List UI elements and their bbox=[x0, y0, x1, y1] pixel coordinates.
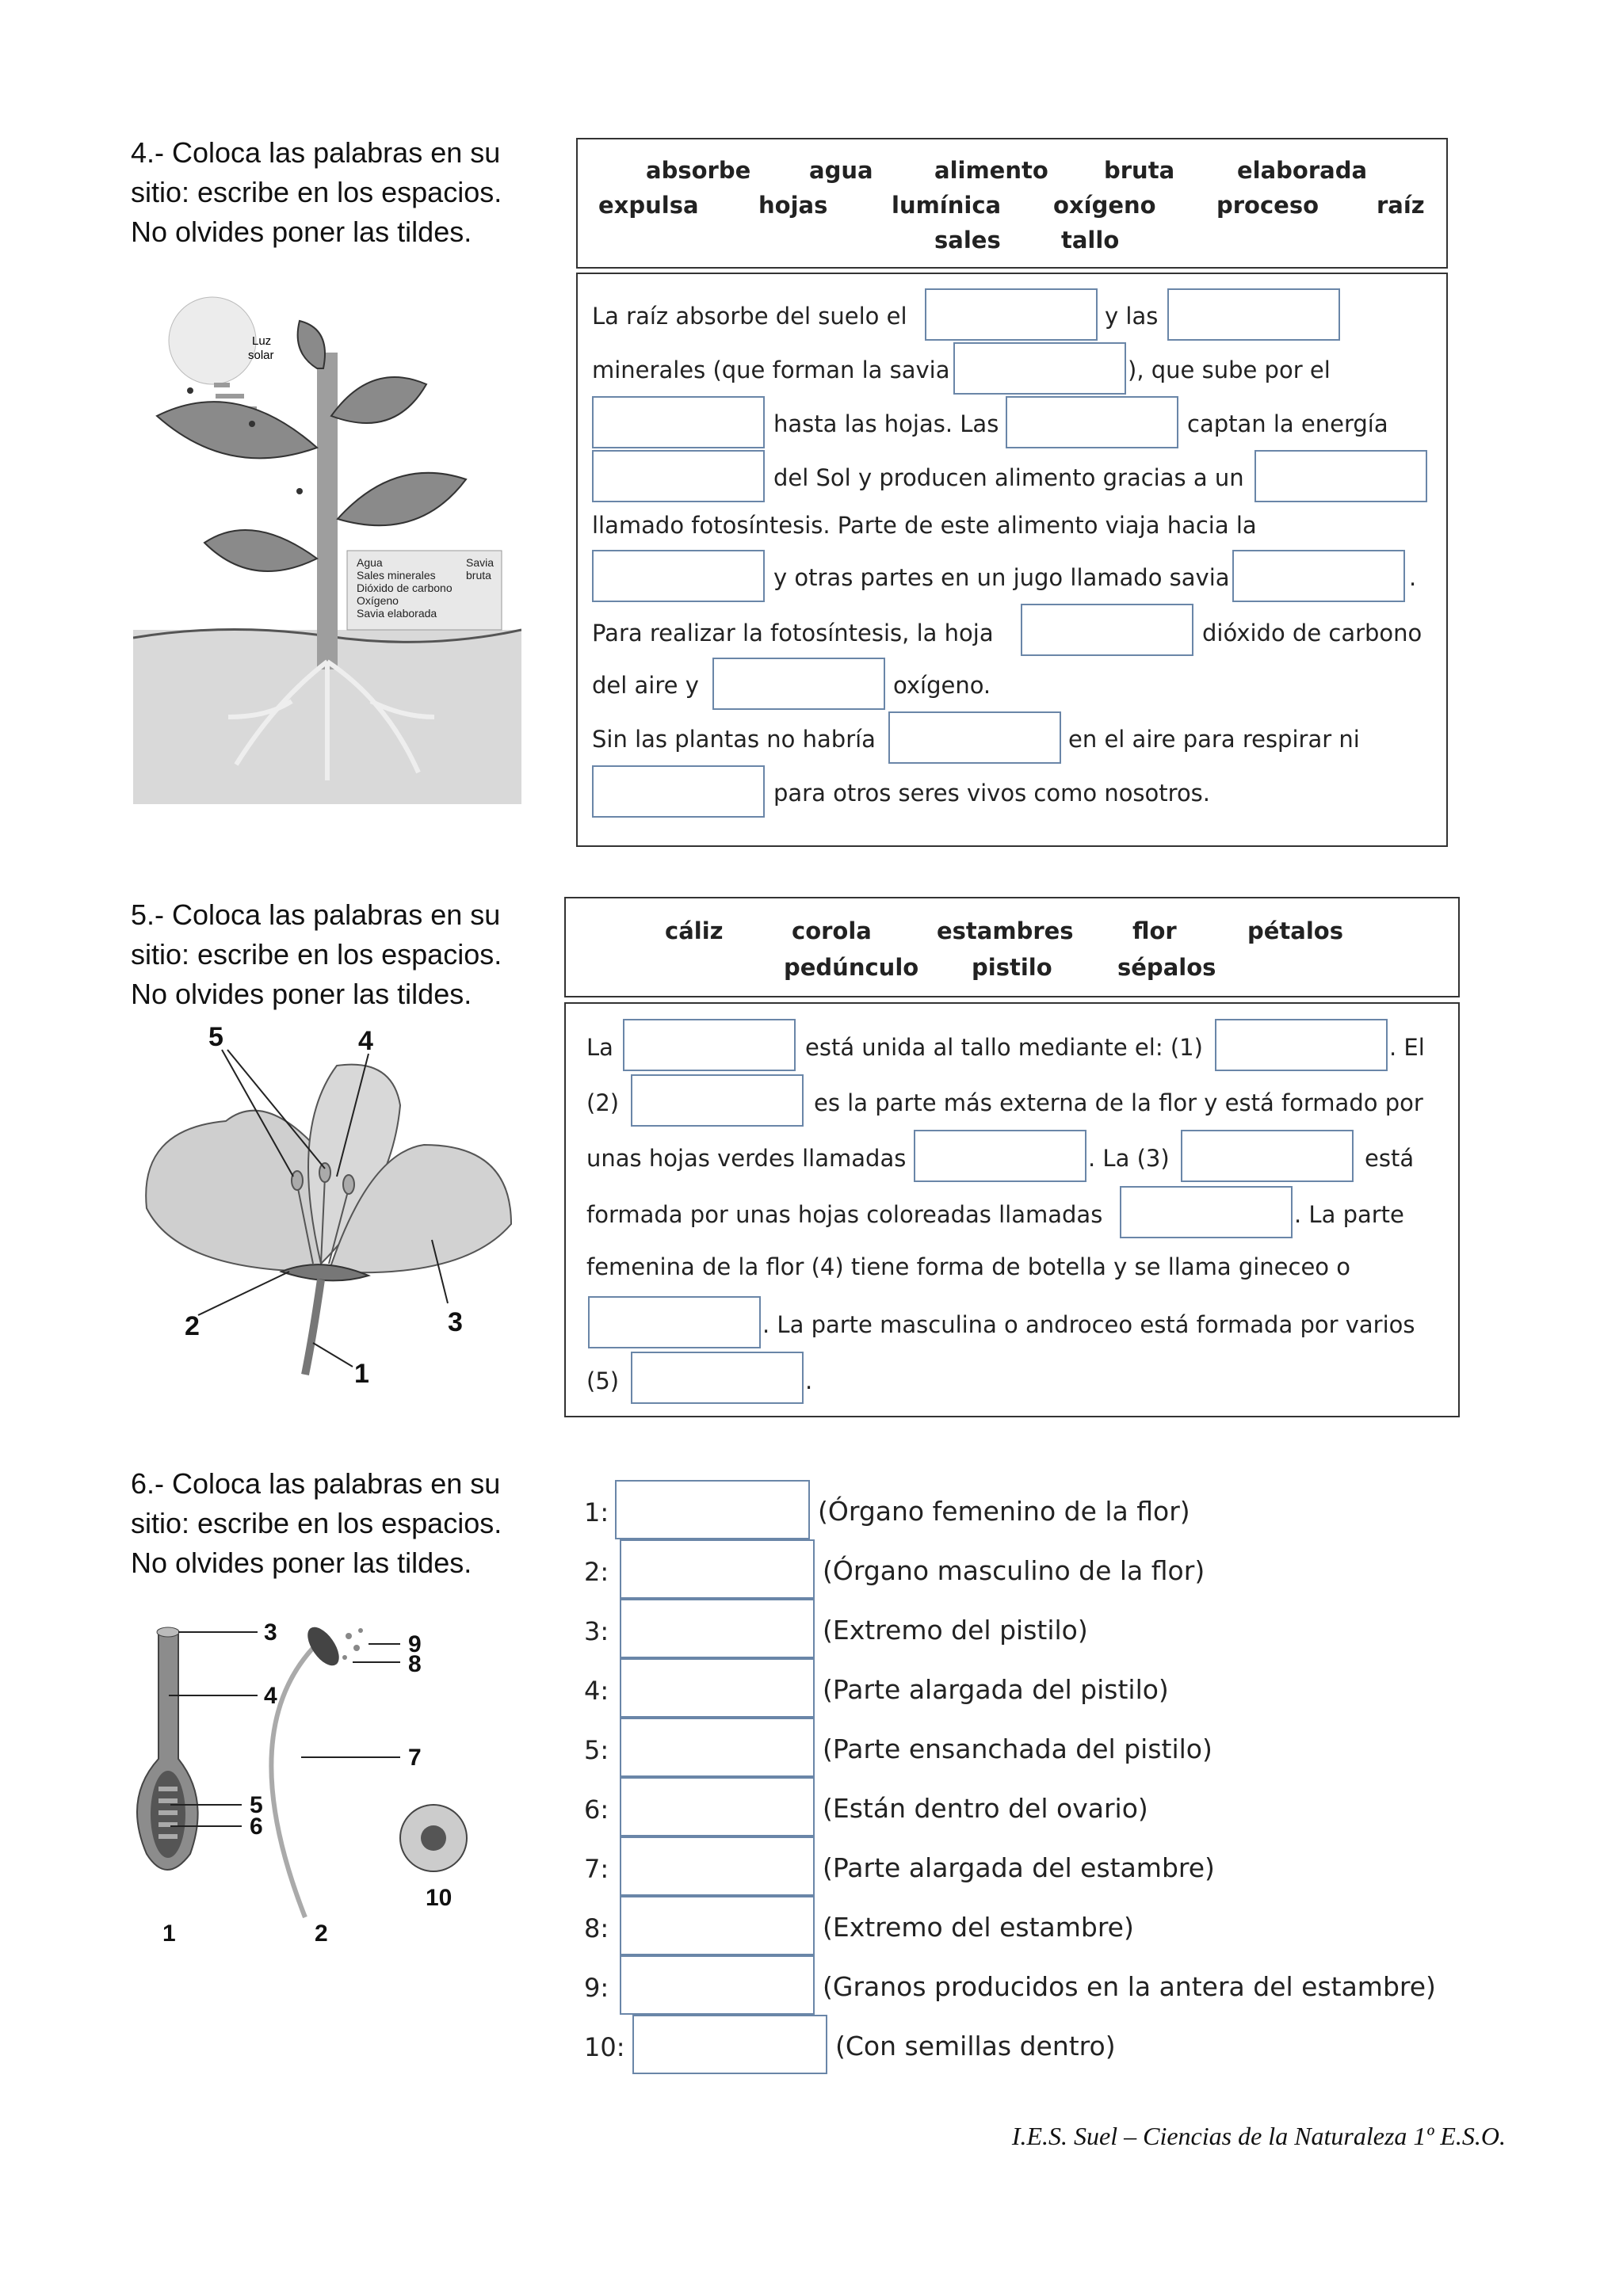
ex4-instructions bbox=[131, 133, 543, 252]
list-item-description: (Con semillas dentro) bbox=[835, 2031, 1116, 2061]
pistil-label: 1 bbox=[162, 1920, 176, 1947]
list-item-number: 9: bbox=[584, 1973, 609, 2003]
list-item-description: (Parte ensanchada del pistilo) bbox=[823, 1733, 1212, 1764]
ex4-text: minerales (que forman la savia bbox=[592, 357, 950, 383]
ex5-text: La bbox=[586, 1034, 613, 1061]
flower-label: 3 bbox=[448, 1307, 463, 1337]
ex4-text: y las bbox=[1105, 303, 1159, 330]
answer-blank[interactable] bbox=[588, 1296, 761, 1348]
answer-blank[interactable] bbox=[712, 658, 885, 710]
list-item-number: 1: bbox=[584, 1497, 609, 1527]
answer-blank[interactable] bbox=[592, 396, 765, 448]
ex5-text: unas hojas verdes llamadas bbox=[586, 1145, 907, 1172]
ex4-instruction-line: No olvides poner las tildes. bbox=[131, 215, 472, 248]
ex4-text: y otras partes en un jugo llamado savia bbox=[773, 564, 1230, 591]
word-bank-item: oxígeno bbox=[1053, 192, 1156, 219]
word-bank-item: absorbe bbox=[646, 157, 751, 184]
legend-item: Agua bbox=[357, 556, 383, 569]
flower-label: 1 bbox=[354, 1359, 369, 1389]
answer-blank[interactable] bbox=[620, 1539, 815, 1599]
ex5-word-bank bbox=[564, 897, 1460, 997]
ex5-text: (5) bbox=[586, 1367, 620, 1394]
ex4-text: Para realizar la fotosíntesis, la hoja bbox=[592, 620, 994, 646]
word-bank-item: flor bbox=[1132, 917, 1177, 944]
stamen-label: 2 bbox=[315, 1920, 328, 1947]
word-bank-item: pistilo bbox=[972, 954, 1052, 981]
list-item-description: (Parte alargada del estambre) bbox=[823, 1852, 1215, 1883]
pistil-label: 4 bbox=[264, 1683, 277, 1709]
ex5-text: . La parte bbox=[1294, 1201, 1404, 1228]
stamen-label: 8 bbox=[408, 1651, 422, 1677]
ex4-text: para otros seres vivos como nosotros. bbox=[773, 780, 1211, 807]
answer-blank[interactable] bbox=[592, 550, 765, 602]
ex5-instructions bbox=[131, 895, 543, 1014]
ex5-text: está bbox=[1365, 1145, 1415, 1172]
pistil-label: 5 bbox=[250, 1792, 263, 1818]
answer-blank[interactable] bbox=[620, 1955, 815, 2015]
ex6-pistil-stamen-figure bbox=[131, 1616, 527, 1949]
word-bank-item: cáliz bbox=[665, 917, 724, 944]
list-item-description: (Órgano femenino de la flor) bbox=[818, 1496, 1190, 1527]
word-bank-item: pedúnculo bbox=[784, 954, 919, 981]
ex5-instruction-line: sitio: escribe en los espacios. bbox=[131, 938, 502, 971]
answer-blank[interactable] bbox=[620, 1658, 815, 1718]
answer-blank[interactable] bbox=[615, 1480, 810, 1539]
list-item-description: (Parte alargada del pistilo) bbox=[823, 1674, 1169, 1705]
answer-blank[interactable] bbox=[620, 1777, 815, 1836]
word-bank-item: sépalos bbox=[1117, 954, 1216, 981]
answer-blank[interactable] bbox=[620, 1896, 815, 1955]
ex6-instruction-line: sitio: escribe en los espacios. bbox=[131, 1507, 502, 1539]
ex6-instructions bbox=[131, 1464, 543, 1583]
sun-label: solar bbox=[248, 349, 274, 362]
ex4-text: en el aire para respirar ni bbox=[1068, 726, 1360, 753]
ex5-instruction-line: 5.- Coloca las palabras en su bbox=[131, 898, 501, 931]
ex5-text: está unida al tallo mediante el: (1) bbox=[805, 1034, 1203, 1061]
legend-item: Dióxido de carbono bbox=[357, 582, 453, 594]
word-bank-item: sales bbox=[934, 227, 1001, 254]
list-item-number: 10: bbox=[584, 2032, 625, 2062]
answer-blank[interactable] bbox=[631, 1074, 804, 1127]
answer-blank[interactable] bbox=[632, 2015, 827, 2074]
flower-label: 4 bbox=[358, 1026, 373, 1056]
ex5-text: . El bbox=[1389, 1034, 1425, 1061]
ex5-text: . bbox=[805, 1367, 813, 1394]
word-bank-item: bruta bbox=[1104, 157, 1175, 184]
fruit-label: 10 bbox=[426, 1885, 453, 1911]
list-item-description: (Extremo del estambre) bbox=[823, 1912, 1134, 1943]
ex4-text: dióxido de carbono bbox=[1202, 620, 1423, 646]
answer-blank[interactable] bbox=[620, 1718, 815, 1777]
ex5-instruction-line: No olvides poner las tildes. bbox=[131, 978, 472, 1010]
answer-blank[interactable] bbox=[623, 1019, 796, 1071]
list-item-number: 5: bbox=[584, 1735, 609, 1765]
answer-blank[interactable] bbox=[592, 450, 765, 502]
word-bank-item: proceso bbox=[1216, 192, 1319, 219]
stamen-label: 9 bbox=[408, 1631, 422, 1657]
word-bank-item: raíz bbox=[1377, 192, 1425, 219]
ex5-text: . La parte masculina o androceo está formada por varios bbox=[762, 1311, 1415, 1338]
ex5-text: formada por unas hojas coloreadas llamadas bbox=[586, 1201, 1103, 1228]
word-bank-item: elaborada bbox=[1237, 157, 1368, 184]
ex5-text: femenina de la flor (4) tiene forma de botella y se llama gineceo o bbox=[586, 1253, 1351, 1280]
ex4-word-bank bbox=[576, 138, 1448, 269]
flower-label: 2 bbox=[185, 1311, 200, 1341]
list-item-number: 7: bbox=[584, 1854, 609, 1884]
ex6-instruction-line: No olvides poner las tildes. bbox=[131, 1547, 472, 1579]
list-item-number: 2: bbox=[584, 1557, 609, 1587]
word-bank-item: estambres bbox=[937, 917, 1074, 944]
word-bank-item: hojas bbox=[758, 192, 828, 219]
answer-blank[interactable] bbox=[914, 1130, 1086, 1182]
ex5-text: es la parte más externa de la flor y está formado por bbox=[814, 1089, 1423, 1116]
legend-brace-label: Savia bbox=[466, 556, 495, 569]
answer-blank[interactable] bbox=[631, 1352, 804, 1404]
sun-label: Luz bbox=[252, 334, 272, 348]
answer-blank[interactable] bbox=[1120, 1186, 1293, 1238]
list-item-description: (Órgano masculino de la flor) bbox=[823, 1555, 1205, 1586]
word-bank-item: expulsa bbox=[598, 192, 699, 219]
answer-blank[interactable] bbox=[1232, 550, 1405, 602]
ex4-text: del aire y bbox=[592, 672, 699, 699]
ex4-instruction-line: 4.- Coloca las palabras en su bbox=[131, 136, 501, 169]
answer-blank[interactable] bbox=[620, 1836, 815, 1896]
answer-blank[interactable] bbox=[1181, 1130, 1354, 1182]
word-bank-item: tallo bbox=[1061, 227, 1120, 254]
legend-item: Savia elaborada bbox=[357, 607, 437, 620]
answer-blank[interactable] bbox=[592, 765, 765, 818]
page-footer: I.E.S. Suel – Ciencias de la Naturaleza 1º E.S.O. bbox=[1011, 2122, 1506, 2150]
word-bank-item: corola bbox=[792, 917, 872, 944]
stamen-label: 7 bbox=[408, 1745, 422, 1771]
ex4-text: hasta las hojas. Las bbox=[773, 410, 999, 437]
word-bank-item: agua bbox=[809, 157, 873, 184]
answer-blank[interactable] bbox=[1167, 288, 1340, 341]
list-item-description: (Están dentro del ovario) bbox=[823, 1793, 1148, 1824]
list-item-number: 8: bbox=[584, 1913, 609, 1943]
ex4-text: ), que sube por el bbox=[1128, 357, 1331, 383]
ex5-text: (2) bbox=[586, 1089, 620, 1116]
ex4-text: Sin las plantas no habría bbox=[592, 726, 876, 753]
ex4-text: captan la energía bbox=[1187, 410, 1388, 437]
ex5-text: . La (3) bbox=[1088, 1145, 1170, 1172]
legend-item: Oxígeno bbox=[357, 594, 399, 607]
list-item-description: (Granos producidos en la antera del estambre) bbox=[823, 1971, 1436, 2002]
word-bank-item: lumínica bbox=[892, 192, 1002, 219]
answer-blank[interactable] bbox=[925, 288, 1098, 341]
ex4-text: La raíz absorbe del suelo el bbox=[592, 303, 907, 330]
ex4-instruction-line: sitio: escribe en los espacios. bbox=[131, 176, 502, 208]
ex4-plant-figure bbox=[133, 289, 521, 804]
list-item-number: 4: bbox=[584, 1676, 609, 1706]
ex4-text: del Sol y producen alimento gracias a un bbox=[773, 464, 1244, 491]
ex4-text: oxígeno. bbox=[893, 672, 991, 699]
list-item-description: (Extremo del pistilo) bbox=[823, 1615, 1088, 1646]
legend-item: Sales minerales bbox=[357, 569, 436, 582]
pistil-label: 6 bbox=[250, 1814, 263, 1840]
answer-blank[interactable] bbox=[620, 1599, 815, 1658]
answer-blank[interactable] bbox=[1021, 604, 1193, 656]
word-bank-item: alimento bbox=[934, 157, 1048, 184]
ex6-instruction-line: 6.- Coloca las palabras en su bbox=[131, 1467, 501, 1500]
list-item-number: 6: bbox=[584, 1794, 609, 1825]
pistil-label: 3 bbox=[264, 1619, 277, 1646]
ex4-text: . bbox=[1409, 564, 1417, 591]
list-item-number: 3: bbox=[584, 1616, 609, 1646]
answer-blank[interactable] bbox=[888, 711, 1061, 764]
legend-brace-label: bruta bbox=[466, 569, 491, 582]
ex5-flower-figure bbox=[131, 1018, 523, 1390]
answer-blank[interactable] bbox=[1215, 1019, 1388, 1071]
flower-label: 5 bbox=[208, 1022, 223, 1052]
answer-blank[interactable] bbox=[1006, 396, 1178, 448]
ex4-text: llamado fotosíntesis. Parte de este alimento viaja hacia la bbox=[592, 512, 1257, 539]
answer-blank[interactable] bbox=[953, 342, 1126, 395]
word-bank-item: pétalos bbox=[1247, 917, 1343, 944]
answer-blank[interactable] bbox=[1254, 450, 1427, 502]
